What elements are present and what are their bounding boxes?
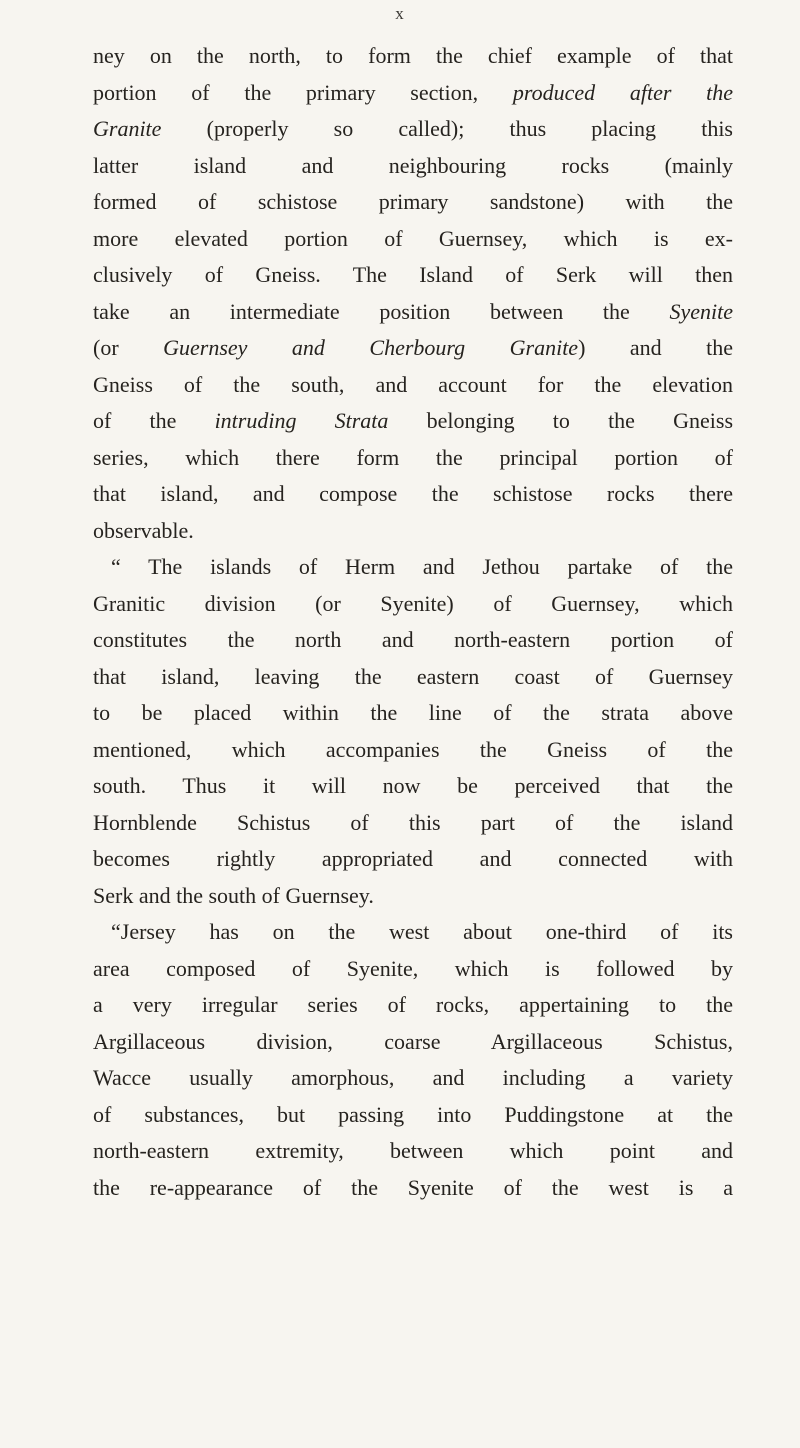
text-line: clusively of Gneiss. The Island of Serk will then bbox=[93, 262, 733, 287]
text-line: Granitic division (or Syenite) of Guernsey, which bbox=[93, 590, 733, 616]
paragraph-start-line: “ The islands of Herm and Jethou partake of the bbox=[111, 554, 733, 579]
text-line: Argillaceous division, coarse Argillaceous Schistus, bbox=[93, 1028, 733, 1054]
text-line: latter island and neighbouring rocks (mainly bbox=[93, 152, 733, 178]
text-line: Gneiss of the south, and account for the elevation bbox=[93, 371, 733, 397]
text-line: series, which there form the principal portion of bbox=[93, 444, 733, 470]
paragraph-start-line: “Jersey has on the west about one-third of its bbox=[111, 919, 733, 944]
text-run: of the bbox=[93, 408, 215, 433]
italic-text-run: Guernsey and Cherbourg Granite bbox=[163, 335, 579, 360]
text-run: ) and the bbox=[578, 335, 734, 360]
text-line: a very irregular series of rocks, appertaining to the bbox=[93, 992, 733, 1017]
text-line: becomes rightly appropriated and connected with bbox=[93, 846, 733, 871]
text-line: observable. bbox=[93, 517, 194, 543]
body-text bbox=[93, 38, 733, 1206]
italic-text-run: intruding Strata bbox=[214, 408, 389, 433]
text-line: Hornblende Schistus of this part of the island bbox=[93, 809, 733, 835]
text-line: Wacce usually amorphous, and including a variety bbox=[93, 1065, 733, 1090]
text-line: more elevated portion of Guernsey, which is ex- bbox=[93, 225, 733, 251]
text-line: constitutes the north and north-eastern portion of bbox=[93, 627, 733, 652]
text-line: that island, and compose the schistose rocks there bbox=[93, 481, 733, 506]
text-line bbox=[93, 403, 733, 440]
text-run: portion of the primary section, bbox=[93, 79, 513, 105]
text-line: south. Thus it will now be perceived that the bbox=[93, 773, 733, 798]
text-line: mentioned, which accompanies the Gneiss of the bbox=[93, 736, 733, 762]
text-line: that island, leaving the eastern coast of Guernsey bbox=[93, 663, 733, 689]
text-line: Serk and the south of Guernsey. bbox=[93, 882, 374, 908]
text-line bbox=[93, 75, 733, 112]
text-line: ney on the north, to form the chief example of that bbox=[93, 43, 733, 68]
text-run: belonging to the Gneiss bbox=[388, 408, 734, 433]
text-run: (or bbox=[93, 335, 164, 360]
text-line: to be placed within the line of the strata above bbox=[93, 700, 733, 725]
italic-text-run: Syenite bbox=[669, 298, 733, 324]
italic-text-run: Granite bbox=[93, 116, 162, 141]
text-line: north-eastern extremity, between which point and bbox=[93, 1138, 733, 1163]
text-line: formed of schistose primary sandstone) with the bbox=[93, 189, 733, 214]
text-line bbox=[93, 294, 733, 331]
text-line: the re-appearance of the Syenite of the west is a bbox=[93, 1174, 733, 1200]
text-line bbox=[93, 330, 733, 367]
text-line: of substances, but passing into Puddingstone at the bbox=[93, 1101, 733, 1127]
text-line bbox=[93, 111, 733, 148]
text-run: (properly so called); thus placing this bbox=[161, 116, 733, 141]
text-run: take an intermediate position between the bbox=[93, 298, 670, 324]
page-number: x bbox=[395, 4, 405, 23]
text-line: area composed of Syenite, which is followed by bbox=[93, 955, 733, 981]
italic-text-run: produced after the bbox=[512, 79, 733, 105]
